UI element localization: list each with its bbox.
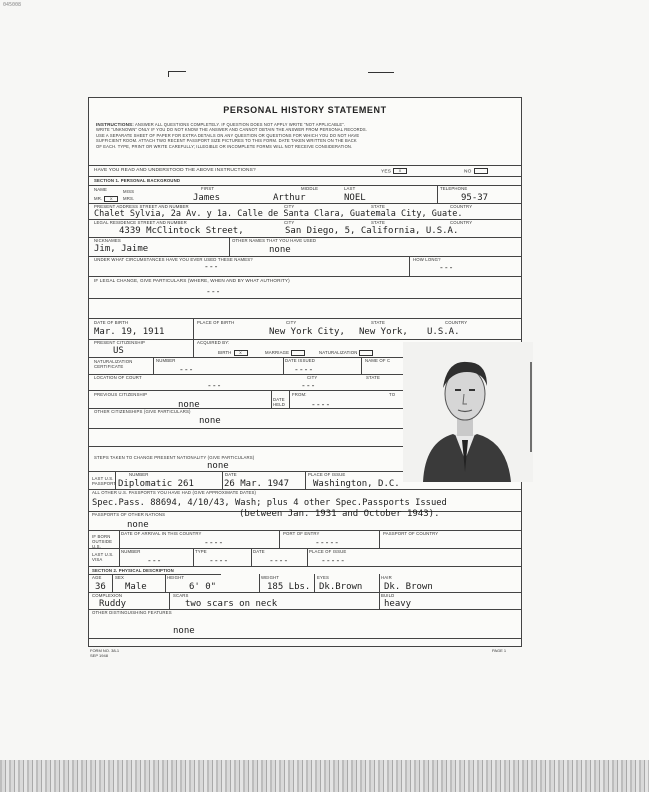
- last-passport-label: LAST U.S. PASSPORT: [92, 476, 117, 486]
- hair: Dk. Brown: [384, 582, 433, 592]
- steps: none: [207, 461, 229, 471]
- court-location: ---: [207, 381, 222, 390]
- eyes-label: EYES: [317, 575, 330, 580]
- legal-residence-city: San Diego, 5, California, U.S.A.: [285, 226, 459, 236]
- country-label: COUNTRY: [450, 204, 473, 209]
- marriage-option: MARRIAGE: [265, 350, 307, 356]
- age-label: AGE: [92, 575, 102, 580]
- visa-number-label: NUMBER: [121, 549, 141, 554]
- yes-option[interactable]: YES X: [381, 168, 409, 174]
- location-court-label: LOCATION OF COURT: [94, 375, 142, 380]
- visa-date: ----: [269, 556, 289, 565]
- legal-change: ---: [206, 287, 221, 296]
- scan-mark: [168, 71, 186, 72]
- present-address: Chalet Sylvia, 2a Av. y 1a. Calle de Santa Clara, Guatemala City, Guate.: [94, 209, 463, 219]
- name-of-label: NAME OF C: [365, 358, 391, 363]
- eyes: Dk.Brown: [319, 582, 363, 592]
- visa-type-label: TYPE: [195, 549, 207, 554]
- nat-cert-label: NATURALIZATION CERTIFICATE: [94, 359, 133, 369]
- visa-number: ---: [147, 556, 162, 565]
- other-nations-label: PASSPORTS OF OTHER NATIONS: [92, 512, 166, 517]
- hair-label: HAIR: [381, 575, 392, 580]
- visa-type: ----: [209, 556, 229, 565]
- legal-change-label: IF LEGAL CHANGE, GIVE PARTICULARS (WHERE, WHEN AND BY WHAT AUTHORITY): [94, 278, 290, 283]
- city-label: CITY: [307, 375, 318, 380]
- city-label: CITY: [284, 204, 295, 209]
- other-citizenships: none: [199, 416, 221, 426]
- section-1-title: SECTION 1. PERSONAL BACKGROUND: [94, 178, 181, 183]
- sex-label: SEX: [115, 575, 125, 580]
- if-born-outside-label: IF BORN OUTSIDE U.S.: [92, 534, 113, 549]
- title-miss: MISS: [123, 189, 135, 194]
- middle-label: MIDDLE: [301, 186, 319, 191]
- circumstances: ---: [204, 262, 219, 271]
- visa-date-label: DATE: [253, 549, 265, 554]
- page-label: PAGE 1: [492, 648, 507, 653]
- weight: 185 Lbs.: [267, 582, 311, 592]
- how-long-label: HOW LONG?: [413, 257, 441, 262]
- other-nations-dates: (between Jan. 1931 and October 1943).: [239, 509, 440, 519]
- passport-number-label: NUMBER: [129, 472, 149, 477]
- all-passports-label: ALL OTHER U.S. PASSPORTS YOU HAVE HAD (GIVE APPROXIMATE DATES): [92, 490, 257, 495]
- state-label: STATE: [366, 375, 380, 380]
- scan-mark: [368, 72, 394, 73]
- date-held-label: DATE HELD: [273, 397, 286, 407]
- dob: Mar. 19, 1911: [94, 327, 165, 337]
- title-mr: MR. X: [94, 196, 120, 202]
- last-name: NOEL: [344, 193, 366, 203]
- nicknames-label: NICKNAMES: [94, 238, 121, 243]
- state-label: STATE: [371, 204, 385, 209]
- scan-mark: [168, 71, 169, 77]
- passport-place: Washington, D.C.: [313, 479, 400, 489]
- arrival-date: ----: [204, 538, 224, 547]
- visa-place: -----: [321, 556, 346, 565]
- other-names-label: OTHER NAMES THAT YOU HAVE USED: [232, 238, 317, 243]
- form-number: FORM NO. 38-1: [90, 648, 120, 653]
- to-label: TO: [389, 392, 396, 397]
- dob-label: DATE OF BIRTH: [94, 320, 129, 325]
- first-label: FIRST: [201, 186, 215, 191]
- name-label: NAME: [94, 187, 108, 192]
- build-label: BUILD: [381, 593, 395, 598]
- distinguishing: none: [173, 626, 195, 636]
- arrival-date-label: DATE OF ARRIVAL IN THIS COUNTRY: [121, 531, 202, 536]
- no-checkbox[interactable]: [474, 168, 488, 174]
- city-label: CITY: [284, 220, 295, 225]
- scan-edge: [0, 760, 649, 792]
- instruction-line: SUFFICIENT ROOM. ATTACH TWO RECENT PASSPORT SIZE PICTURES TO THIS FORM. DATE TAKEN WRITTEN ON THE BACK: [96, 138, 357, 144]
- instruction-line: OF EACH. TYPE, PRINT OR WRITE CAREFULLY; ILLEGIBLE OR INCOMPLETE FORMS WILL NOT RECEIVE CONSIDERATION.: [96, 143, 353, 149]
- form-title: PERSONAL HISTORY STATEMENT: [223, 105, 387, 115]
- form-date: SEP 1948: [90, 653, 108, 658]
- country-label: COUNTRY: [450, 220, 473, 225]
- date-issued: ----: [294, 365, 314, 374]
- birth-city: New York City,: [269, 327, 345, 337]
- number-label: NUMBER: [156, 358, 176, 363]
- complexion: Ruddy: [99, 599, 127, 609]
- legal-residence-street: 4339 McClintock Street,: [119, 226, 244, 236]
- nat-number: ---: [179, 365, 194, 374]
- applicant-photo: [403, 342, 533, 482]
- prev-citizenship: none: [178, 400, 200, 410]
- all-passports: Spec.Pass. 88694, 4/10/43, Wash; plus 4 other Spec.Passports Issued: [92, 498, 447, 508]
- date-issued-label: DATE ISSUED: [285, 358, 315, 363]
- distinguishing-label: OTHER DISTINGUISHING FEATURES: [92, 610, 172, 615]
- first-name: James: [193, 193, 221, 203]
- legal-residence-label: LEGAL RESIDENCE STREET AND NUMBER: [94, 220, 187, 225]
- birth-option: BIRTH X: [218, 350, 250, 356]
- section-2-title: SECTION 2. PHYSICAL DESCRIPTION: [92, 568, 174, 573]
- from-label: FROM:: [292, 392, 307, 397]
- court-city: ---: [301, 381, 316, 390]
- nicknames: Jim, Jaime: [94, 244, 149, 254]
- build: heavy: [384, 599, 412, 609]
- passport-date: 26 Mar. 1947: [224, 479, 290, 489]
- present-address-label: PRESENT ADDRESS STREET AND NUMBER: [94, 204, 189, 209]
- title-mrs: MRS.: [123, 196, 135, 201]
- passport-place-label: PLACE OF ISSUE: [308, 472, 346, 477]
- naturalization-option: NATURALIZATION: [319, 350, 375, 356]
- state-label: STATE: [371, 220, 385, 225]
- height-label: HEIGHT: [167, 575, 185, 580]
- from-value: ----: [311, 400, 331, 409]
- pob-label: PLACE OF BIRTH: [197, 320, 235, 325]
- passport-number: Diplomatic 261: [118, 479, 194, 489]
- telephone: 95-37: [461, 193, 489, 203]
- instruction-line: USE A SEPARATE SHEET OF PAPER FOR EXTRA DETAILS ON ANY QUESTION OR QUESTIONS FOR WHICH YOU DO NOT HAVE: [96, 132, 360, 138]
- steps-label: STEPS TAKEN TO CHANGE PRESENT NATIONALITY (GIVE PARTICULARS): [94, 455, 255, 460]
- last-visa-label: LAST U.S. VISA: [92, 552, 114, 562]
- country-label: COUNTRY: [445, 320, 468, 325]
- scars: two scars on neck: [185, 599, 278, 609]
- birth-state: New York,: [359, 327, 408, 337]
- instruction-line: ANSWER ALL QUESTIONS COMPLETELY. IF QUESTION DOES NOT APPLY WRITE "NOT APPLICABLE".: [135, 122, 346, 127]
- height: 6' 0": [189, 582, 217, 592]
- circumstances-label: UNDER WHAT CIRCUMSTANCES HAVE YOU EVER USED THESE NAMES?: [94, 257, 253, 262]
- acquired-label: ACQUIRED BY:: [197, 340, 230, 345]
- citizenship: US: [113, 346, 124, 356]
- visa-place-label: PLACE OF ISSUE: [309, 549, 347, 554]
- other-nations: none: [127, 520, 149, 530]
- instruction-line: WRITE "UNKNOWN" ONLY IF YOU DO NOT KNOW THE ANSWER AND CANNOT OBTAIN THE ANSWER FROM PERSONAL RECORDS.: [96, 127, 368, 133]
- no-option[interactable]: NO: [464, 168, 490, 174]
- other-citizenships-label: OTHER CITIZENSHIPS (GIVE PARTICULARS): [94, 409, 191, 414]
- page-id: 045008: [3, 2, 22, 8]
- state-label: STATE: [371, 320, 385, 325]
- read-question: HAVE YOU READ AND UNDERSTOOD THE ABOVE INSTRUCTIONS?: [94, 168, 256, 173]
- instructions: [96, 122, 515, 149]
- how-long: ---: [439, 263, 454, 272]
- port-of-entry-label: PORT OF ENTRY: [283, 531, 320, 536]
- prev-citizenship-label: PREVIOUS CITIZENSHIP: [94, 392, 148, 397]
- passport-country-label: PASSPORT OF COUNTRY: [383, 531, 439, 536]
- middle-name: Arthur: [273, 193, 306, 203]
- city-label: CITY: [286, 320, 297, 325]
- other-names: none: [269, 245, 291, 255]
- sex: Male: [125, 582, 147, 592]
- telephone-label: TELEPHONE: [440, 186, 468, 191]
- port-of-entry: -----: [315, 538, 340, 547]
- instructions-heading: INSTRUCTIONS:: [96, 122, 134, 127]
- yes-checkbox[interactable]: X: [393, 168, 407, 174]
- birth-country: U.S.A.: [427, 327, 460, 337]
- scars-label: SCARS: [173, 593, 189, 598]
- last-label: LAST: [344, 186, 356, 191]
- citizenship-label: PRESENT CITIZENSHIP: [94, 340, 145, 345]
- passport-date-label: DATE: [225, 472, 237, 477]
- weight-label: WEIGHT: [261, 575, 280, 580]
- age: 36: [95, 582, 106, 592]
- complexion-label: COMPLEXION: [92, 593, 123, 598]
